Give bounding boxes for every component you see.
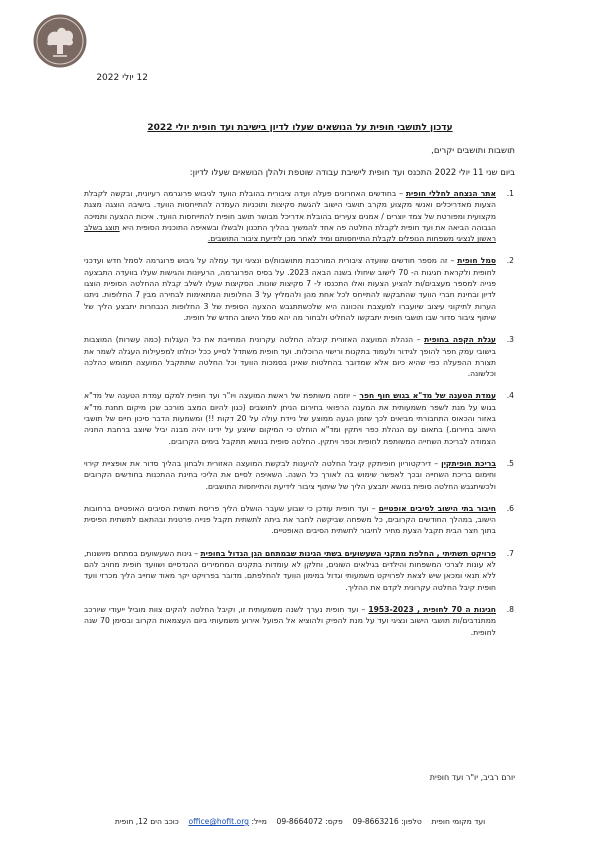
item-number: 8. — [506, 604, 514, 614]
footer-email-label: מייל: — [251, 817, 267, 826]
agenda-item — [84, 334, 514, 379]
item-emphasis: תוצג בשלב ראשון לנציגי משפחות הנופלים לקבלת התייחסותם ומיד לאחר מכן לידיעת ציבור התושבים. — [84, 222, 496, 244]
footer-org: ועד מקומי חופית — [431, 817, 486, 826]
agenda-item — [84, 255, 514, 323]
item-number: 2. — [506, 256, 514, 266]
letter-footer — [0, 817, 600, 826]
item-text: – דירקטוריון חופיתקין קיבל החלטה להיענות לבקשת המועצה האזורית ולבחון בהליך סדור את אופציית קירוי וחימום בריכת השחייה ובכך לאפשר שימוש בה לאורך כל השנה. השאיפה לסיים את הליכי בחינת ההתכנות בחודשים הקרובים ולכשיתגבש החלטה סופית בנושא יתבצע הליך של שיתוף ציבור לידיעת והתייחסות התושבים. — [84, 458, 496, 491]
hofit-logo-icon — [33, 14, 87, 68]
item-title: חגיגות ה 70 לחופית , 1953-2023 — [368, 604, 496, 614]
footer-phone: טלפון: 09-8663216 — [352, 817, 422, 826]
footer-address: כוכב הים 12, חופית — [114, 817, 179, 826]
item-number: 1. — [506, 189, 514, 198]
item-title: פרויקט תשתיתי , החלפת מתקני השעשועים בשתי הגינות שבמתחם הגן הגדול בחופית — [200, 548, 497, 558]
item-title: סמל חופית — [457, 256, 496, 266]
item-title: עמדת הטענה של מד"א בגוש חוף חפר — [359, 391, 496, 401]
footer-email-link[interactable]: office@hofit.org — [188, 817, 250, 826]
item-number: 6. — [506, 503, 514, 513]
item-text: – ועד חופית נערך לשנה משמעותית זו, וקיבל החלטה להקים צוות מוביל ייעודי שיורכב ממתנדבים/ות תושבי הישוב ונציגי ועד על מנת להפיק ולהוציא אל הפועל אירוע משמעותי ביום העצמאות הקרוב ובסימן 70 שנה לחופית. — [84, 604, 497, 637]
item-text: – ועד חופית עודכן כי שבוע שעבר הושלם הליך פריסת תשתית הסיבים האופטיים ברחובות הישוב, במהלך החודשים הקרובים, כל משפחה שביקשה לחבר את ביתה לתשתית תקבל פנייה פרטנית ובהתאם לתשתית הפיסית בתוך חצר הבית תקבל הצעת מחיר לחיבור לתשתית הסיבים האופטיים. — [84, 503, 496, 536]
letter-date: 12 יולי 2022 — [96, 73, 148, 83]
agenda-item — [84, 390, 514, 446]
letter-title: עדכון לתושבי חופית על הנושאים שעלו לדיון בישיבת ועד חופית יולי 2022 — [147, 123, 453, 133]
item-number: 5. — [506, 458, 514, 468]
agenda-item — [84, 503, 514, 537]
agenda-item — [84, 188, 514, 244]
agenda-list — [84, 188, 514, 649]
item-text: – הנהלת המועצה האזורית קיבלה החלטה עקרונית המחייבת את כל העגלות (כמה עשרות) המוצבות בישובי עמק חפר להופך לגידור ולעמוד בתקנות ורישוי הרוכלות. ועד חופית משתדל לסייע ככל יכולתו למפעילות העגלה לשמר את תצורת ההפעלה כפי שהיא כיום אלא שמדובר בהחלטות שאינן בסמכות הוועד וכל החלטה שתתקבל המועצה תמומש כהלכה וכלשונה. — [84, 335, 496, 379]
item-title: עגלת הקפה בחופית — [424, 335, 496, 345]
item-text: – יוזמה משותפת של ראשת המועצה ויו"ר ועד חופית למקם עמדת הטענה של מד"א בגוש על מנת לשפר משמעותית את המענה הרפואי בחירום הניתן לתושבים (כגון להיום המצב מורכב שכן מיקום תחנת מד"א באזור והכאוס התחבורתי מביאים לכך שזמן הגעה ממוצע של ניידת עולה על 20 דקות !!) ומשמעות הדבר סיכון חיים של תושבי הישוב בחירום.) בתאום עם הנהלת כפר ויתקין ומד"א הוחלט כי המיקום שיוצע על ידינו יהיה מבנה יביל שיוצב ברחבת החניה הצמודה לבריכת השחייה המשותפת לחופית וכפר ויתקין. החלטה סופית בנושא תתקבל בימים הקרובים. — [84, 391, 497, 446]
signature: יורם רביב, יו"ר ועד חופית — [429, 773, 515, 782]
item-title: בריכת חופיתקין — [441, 458, 496, 468]
item-number: 7. — [506, 548, 514, 558]
item-number: 4. — [506, 391, 514, 401]
agenda-item — [84, 604, 514, 638]
agenda-item — [84, 548, 514, 593]
letter-intro: ביום שני 11 יולי 2022 התכנס ועד חופית לישיבת עבודה שוטפת ולהלן הנושאים שעלו לדיון: — [189, 168, 515, 178]
item-text: – גינות השעשועים במתחם מיושנות, לא עונות לצרכי המשפחות והילדים בגילאים השונים, וחלקן לא עומדות בתקנים המחמירים ההנדסיים ושוועד חופית מחויב להם ללא תנאי ומכאן שיש לצאת לפרויקט משמעותי וגדול במימון הוועד להחלפתם. מדובר בפרויקט יקר מאוד שחייב הליך מכרזי וועד חופית קיבל החלטה עקרונית לקדם את ההליך. — [84, 548, 496, 592]
item-text: – בחודשים האחרונים פעלה ועדה ציבורית בהובלת הוועד לגיבוש פרוגרמה רעיונית, ובקשה לקבלת הצעות מאדריכלים ואנשי מקצוע מקרב תושבי הישוב להגשת סקיצות ותוכניות העמדה להתייחסות הוועד. בישיבה הוצגה מצגת מקצועית ומפורטת של צמד יוצרים / אמנים צעירים בהובלת אדריכל מבושר תושב חופית להתייחסות הוועד. איכות ההצעה ותמיכה הגבוהה הביאה את ועד חופית לקבלת החלטה פה אחד להמשיך בהליך התכנון ולבשלו ובשאיפה התוכנית הסופית היא — [84, 189, 496, 232]
item-title: אתר הנצחה לחללי חופית — [405, 189, 496, 198]
item-number: 3. — [506, 335, 514, 345]
footer-fax: פקס: 09-8664072 — [276, 817, 343, 826]
item-title: חיבור בתי הישוב לסיבים אופטיים — [378, 503, 496, 513]
item-text: – זה מספר חודשים שוועדה ציבורית המורכבת מתושבות/ים ונציגי ועד עמלה על גיבוש פרוגרמה לסמל חדש ועדכני לחופית ולקראת חגיגות ה- 70 לישוב שיחולו בשנה הבאה 2023. על בסיס הפרוגרמה, הרעיונות והגישות שעלו בוועדה התבצעה פנייה למספר מעצבים/ות להציע הצעות ואלו התכנסו ל- 7 סקיצות שונות. הסקיצות שעלו לשלב קבלת ההחלטה הסופית הוצגו לדיון ובחינת חברי הוועד שהתבקשו להתייחס לכל אחת מהן ולהמליץ על 3 החלופות המתאימות לבחירה מבין 7 החלופות. ניתנו הערות לתיקוני עיצוב שיועברו למעצבת והכוונה היא שלכשתתגבש ההצעה הסופית של 3 החלופות הנבחרות יתבצע הליך של שיתוף ציבור סדור שבו תושבי חופית יתבקשו להחליט ולבחור מה יהא סמל הישוב החדש של חופית. — [84, 256, 496, 322]
agenda-item — [84, 458, 514, 492]
letter-greeting: תושבות ותושבים יקרים, — [431, 146, 515, 156]
